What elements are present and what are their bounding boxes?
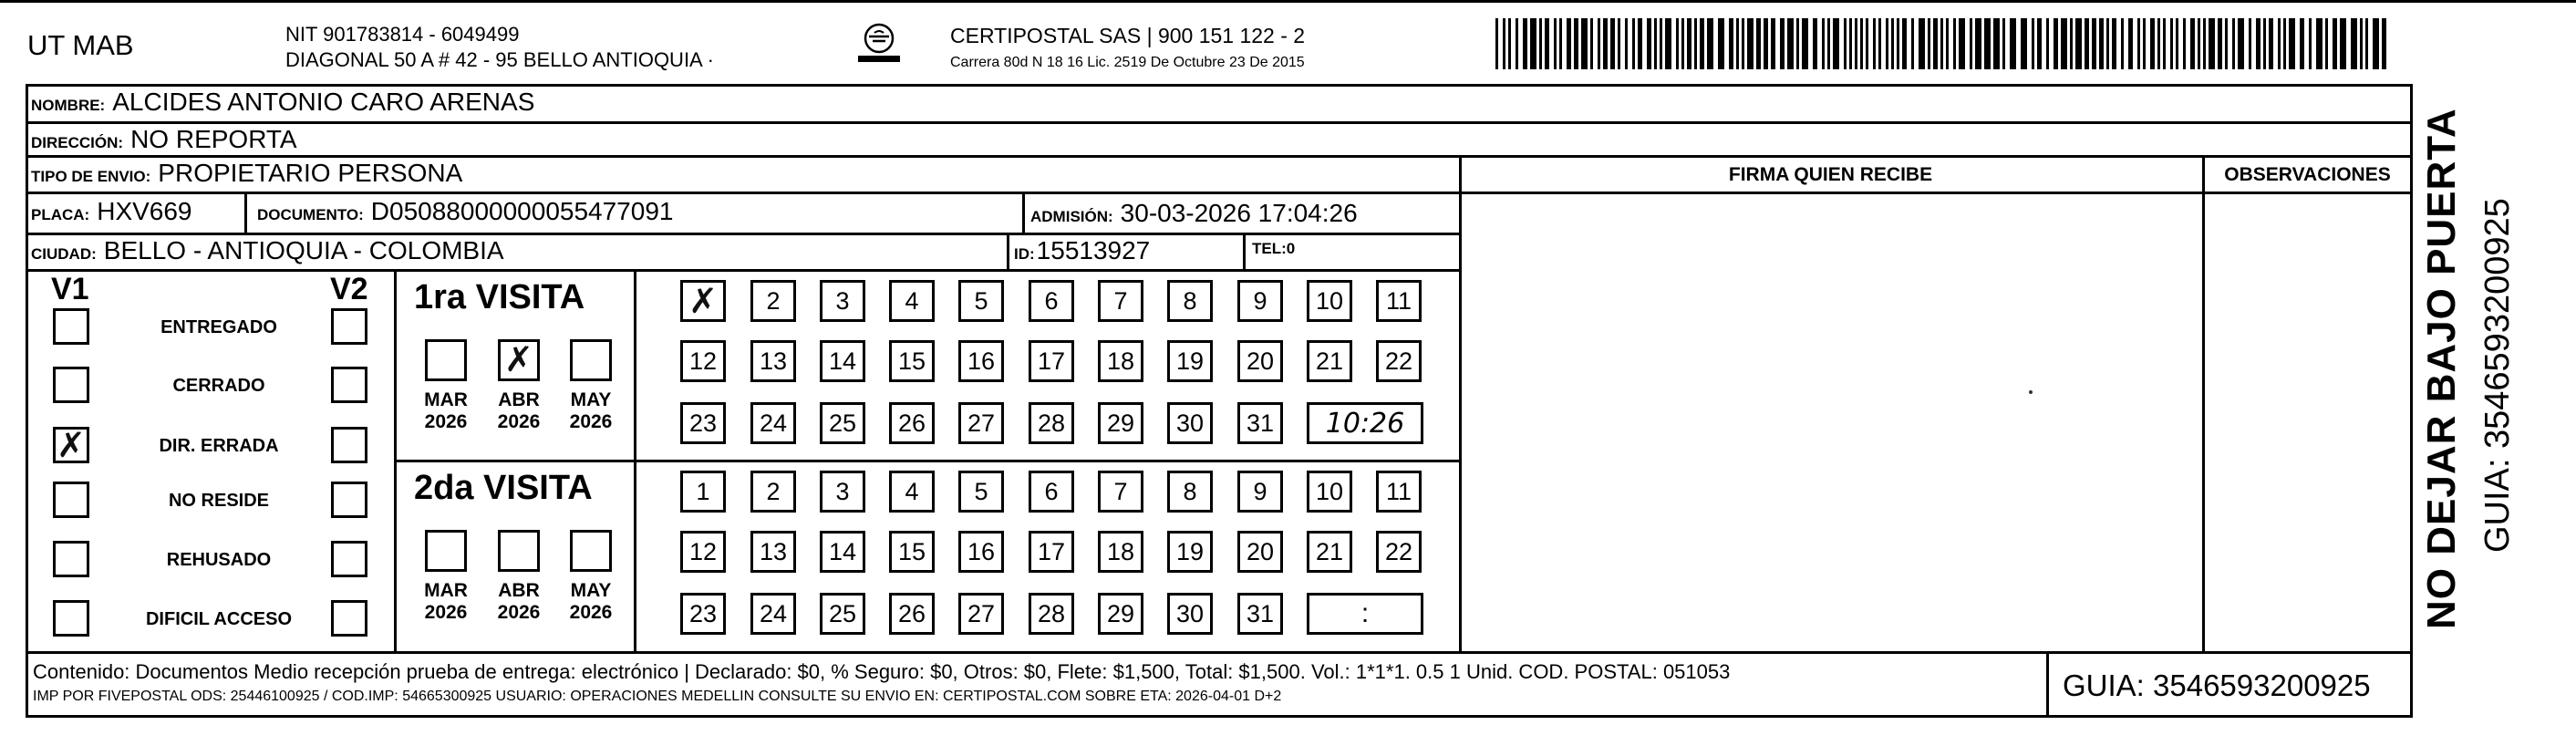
day-number: 7 bbox=[1113, 477, 1128, 505]
v1-label: V1 bbox=[51, 272, 89, 306]
day-box[interactable] bbox=[1167, 402, 1213, 444]
month-label bbox=[412, 389, 480, 433]
month-label bbox=[485, 389, 553, 433]
day-number: 21 bbox=[1315, 347, 1344, 375]
day-number: 19 bbox=[1175, 347, 1205, 375]
recipient-address: NO REPORTA bbox=[130, 125, 297, 153]
footer-divider bbox=[2046, 654, 2049, 718]
day-number: 24 bbox=[759, 599, 788, 627]
v2-checkbox[interactable] bbox=[331, 482, 367, 518]
day-box[interactable] bbox=[820, 471, 865, 513]
month-year: 2026 bbox=[569, 602, 613, 623]
day-number: 4 bbox=[905, 286, 919, 315]
day-number: 9 bbox=[1253, 286, 1267, 315]
day-box[interactable] bbox=[750, 531, 796, 573]
v1-checkbox[interactable] bbox=[53, 427, 89, 463]
day-number: 19 bbox=[1175, 537, 1205, 565]
signature-divider bbox=[1459, 155, 1462, 654]
day-box[interactable] bbox=[680, 531, 726, 573]
day-box[interactable] bbox=[889, 340, 935, 382]
day-box[interactable] bbox=[1098, 402, 1143, 444]
day-number: 13 bbox=[759, 537, 788, 565]
month-label bbox=[412, 580, 480, 624]
day-box[interactable] bbox=[750, 402, 796, 444]
v2-checkbox[interactable] bbox=[331, 367, 367, 403]
id-field bbox=[1014, 236, 1150, 265]
row-divider bbox=[26, 233, 1462, 235]
day-number: 15 bbox=[897, 537, 926, 565]
day-number: 16 bbox=[967, 347, 996, 375]
day-box[interactable] bbox=[1376, 471, 1422, 513]
month-checkbox[interactable] bbox=[570, 339, 612, 381]
recipient-name-field bbox=[31, 88, 534, 117]
barcode-icon bbox=[1495, 18, 2395, 69]
visit-divider bbox=[394, 460, 1462, 462]
day-number: 3 bbox=[835, 286, 850, 315]
day-number: 6 bbox=[1044, 477, 1059, 505]
day-box[interactable] bbox=[820, 402, 865, 444]
month-checkbox[interactable] bbox=[570, 530, 612, 572]
day-box[interactable] bbox=[820, 340, 865, 382]
day-number: 30 bbox=[1175, 409, 1205, 437]
document-field bbox=[257, 197, 673, 226]
footer-print-line: IMP POR FIVEPOSTAL ODS: 25446100925 / COD.IMP: 54665300925 USUARIO: OPERACIONES MEDELLIN CONSULTE SU ENVIO EN: CERTIPOSTAL.COM SOBRE ETA: 2026-04-01 D+2 bbox=[33, 689, 1282, 704]
month-label bbox=[557, 389, 625, 433]
visit-time: 10:26 bbox=[1325, 407, 1405, 440]
day-box[interactable] bbox=[820, 531, 865, 573]
day-number: 2 bbox=[766, 477, 781, 505]
status-label: ENTREGADO bbox=[160, 317, 277, 337]
day-box[interactable] bbox=[889, 471, 935, 513]
month-label bbox=[557, 580, 625, 624]
month-year: 2026 bbox=[424, 411, 468, 432]
day-box[interactable] bbox=[750, 471, 796, 513]
time-box[interactable] bbox=[1307, 402, 1423, 444]
stray-dot bbox=[2029, 390, 2033, 394]
company-name: CERTIPOSTAL SAS | 900 151 122 - 2 bbox=[950, 24, 1306, 47]
v2-checkbox[interactable] bbox=[331, 600, 367, 637]
day-box[interactable] bbox=[750, 280, 796, 322]
day-box[interactable] bbox=[750, 593, 796, 635]
day-number: 8 bbox=[1183, 477, 1197, 505]
admission-datetime: 30-03-2026 17:04:26 bbox=[1120, 199, 1358, 227]
address-label: DIRECCIÓN: bbox=[31, 134, 124, 151]
day-box[interactable] bbox=[889, 402, 935, 444]
signature-heading: FIRMA QUIEN RECIBE bbox=[1728, 164, 1933, 185]
side-guia-number: GUIA: 3546593200925 bbox=[2478, 198, 2517, 553]
document-number: D05088000000055477091 bbox=[370, 197, 674, 225]
month-checkbox[interactable] bbox=[425, 530, 467, 572]
day-box[interactable] bbox=[958, 471, 1004, 513]
company-license: Carrera 80d N 18 16 Lic. 2519 De Octubre 23 De 2015 bbox=[950, 55, 1305, 70]
day-number: 21 bbox=[1315, 537, 1344, 565]
company-info bbox=[950, 22, 1305, 77]
day-box[interactable] bbox=[1237, 402, 1283, 444]
day-box[interactable] bbox=[1307, 531, 1352, 573]
day-box[interactable] bbox=[958, 280, 1004, 322]
day-number: 27 bbox=[967, 409, 996, 437]
field-divider bbox=[1243, 233, 1246, 269]
city: BELLO - ANTIOQUIA - COLOMBIA bbox=[103, 236, 504, 264]
month-name: ABR bbox=[498, 389, 540, 410]
phone-label: TEL: bbox=[1252, 240, 1287, 257]
day-box[interactable] bbox=[680, 471, 726, 513]
day-box[interactable] bbox=[1167, 531, 1213, 573]
month-label bbox=[485, 580, 553, 624]
day-number: 9 bbox=[1253, 477, 1267, 505]
day-number: 28 bbox=[1037, 599, 1066, 627]
v1-checkbox[interactable] bbox=[53, 308, 89, 345]
status-label: DIR. ERRADA bbox=[159, 436, 279, 456]
v1-checkbox[interactable] bbox=[53, 541, 89, 577]
day-box[interactable] bbox=[1307, 280, 1352, 322]
day-box[interactable] bbox=[1098, 593, 1143, 635]
day-number: 31 bbox=[1246, 409, 1275, 437]
top-border-line bbox=[0, 0, 2576, 3]
day-box[interactable] bbox=[1029, 593, 1074, 635]
day-box[interactable] bbox=[1167, 280, 1213, 322]
visit-time: : bbox=[1360, 598, 1370, 628]
v1-checkbox[interactable] bbox=[53, 367, 89, 403]
day-box[interactable] bbox=[750, 340, 796, 382]
month-name: MAR bbox=[424, 389, 468, 410]
day-box[interactable] bbox=[820, 280, 865, 322]
day-box[interactable] bbox=[1098, 531, 1143, 573]
day-box[interactable] bbox=[1029, 280, 1074, 322]
month-year: 2026 bbox=[424, 602, 468, 623]
day-box[interactable] bbox=[1029, 402, 1074, 444]
day-number: 26 bbox=[897, 599, 926, 627]
send-type: PROPIETARIO PERSONA bbox=[158, 159, 463, 187]
check-mark-icon: ✗ bbox=[57, 425, 86, 465]
month-name: MAY bbox=[570, 389, 612, 410]
day-box[interactable] bbox=[1167, 471, 1213, 513]
day-number: 29 bbox=[1106, 409, 1135, 437]
day-box[interactable] bbox=[680, 340, 726, 382]
day-number: 14 bbox=[828, 537, 857, 565]
footer-content-line: Contenido: Documentos Medio recepción prueba de entrega: electrónico | Declarado: $0, % Seguro: $0, Otros: $0, Flete: $1,500, Total: $1,500. Vol.: 1*1*1. 0.5 1 Unid. COD. POSTAL: 051053 bbox=[33, 660, 1731, 683]
phone-field bbox=[1252, 240, 1295, 258]
check-mark-icon: ✗ bbox=[504, 339, 533, 379]
month-name: ABR bbox=[498, 580, 540, 601]
day-number: 3 bbox=[835, 477, 850, 505]
day-number: 23 bbox=[688, 409, 718, 437]
day-box[interactable] bbox=[1237, 471, 1283, 513]
day-number: 26 bbox=[897, 409, 926, 437]
visit-title: 1ra VISITA bbox=[414, 278, 585, 316]
day-box[interactable] bbox=[1029, 471, 1074, 513]
day-box[interactable] bbox=[1307, 340, 1352, 382]
v1-checkbox[interactable] bbox=[53, 600, 89, 637]
day-box[interactable] bbox=[1098, 340, 1143, 382]
day-number: 28 bbox=[1037, 409, 1066, 437]
row-divider bbox=[26, 269, 1462, 272]
day-number: 18 bbox=[1106, 537, 1135, 565]
day-number: 25 bbox=[828, 599, 857, 627]
day-box[interactable] bbox=[1029, 340, 1074, 382]
id-number: 15513927 bbox=[1036, 236, 1151, 264]
day-box[interactable] bbox=[1167, 593, 1213, 635]
plate-field bbox=[31, 197, 192, 226]
month-checkbox[interactable] bbox=[498, 530, 540, 572]
city-label: CIUDAD: bbox=[31, 245, 97, 263]
day-box[interactable] bbox=[1029, 531, 1074, 573]
day-number: 17 bbox=[1037, 537, 1066, 565]
name-label: NOMBRE: bbox=[31, 97, 106, 114]
observations-heading: OBSERVACIONES bbox=[2224, 164, 2391, 185]
day-number: 12 bbox=[688, 347, 718, 375]
plate-label: PLACA: bbox=[31, 206, 90, 223]
day-box[interactable] bbox=[1376, 280, 1422, 322]
observations-divider bbox=[2202, 155, 2205, 654]
v2-label: V2 bbox=[330, 272, 368, 306]
row-divider bbox=[26, 155, 2413, 158]
day-number: 11 bbox=[1385, 286, 1412, 315]
day-number: 17 bbox=[1037, 347, 1066, 375]
day-number: 22 bbox=[1384, 537, 1413, 565]
v2-checkbox[interactable] bbox=[331, 427, 367, 463]
office-code: UT MAB bbox=[27, 29, 134, 61]
day-number: 13 bbox=[759, 347, 788, 375]
day-number: 10 bbox=[1315, 477, 1344, 505]
month-name: MAY bbox=[570, 580, 612, 601]
recipient-name: ALCIDES ANTONIO CARO ARENAS bbox=[112, 88, 535, 116]
certipostal-seal-icon bbox=[853, 22, 905, 66]
day-number: 10 bbox=[1315, 286, 1344, 315]
day-number: 20 bbox=[1246, 347, 1275, 375]
field-divider bbox=[1007, 233, 1009, 269]
day-number: 5 bbox=[974, 286, 988, 315]
month-year: 2026 bbox=[569, 411, 613, 432]
day-box[interactable] bbox=[889, 531, 935, 573]
visit-title: 2da VISITA bbox=[414, 469, 593, 507]
day-number: 22 bbox=[1384, 347, 1413, 375]
day-number: 29 bbox=[1106, 599, 1135, 627]
day-box[interactable] bbox=[1237, 531, 1283, 573]
day-box[interactable] bbox=[1307, 471, 1352, 513]
send-type-field bbox=[31, 159, 462, 188]
day-box[interactable] bbox=[1167, 340, 1213, 382]
v1-checkbox[interactable] bbox=[53, 482, 89, 518]
sender-address: DIAGONAL 50 A # 42 - 95 BELLO ANTIOQUIA · bbox=[285, 48, 714, 71]
day-number: 18 bbox=[1106, 347, 1135, 375]
field-divider bbox=[244, 192, 247, 233]
day-box[interactable] bbox=[1237, 280, 1283, 322]
status-label: DIFICIL ACCESO bbox=[145, 609, 292, 629]
check-mark-icon: ✗ bbox=[688, 281, 718, 321]
day-number: 1 bbox=[696, 477, 710, 505]
side-divider bbox=[2410, 121, 2413, 654]
status-label: CERRADO bbox=[172, 376, 265, 396]
send-type-label: TIPO DE ENVIO: bbox=[31, 168, 151, 185]
day-number: 25 bbox=[828, 409, 857, 437]
day-number: 8 bbox=[1183, 286, 1197, 315]
day-number: 14 bbox=[828, 347, 857, 375]
id-label: ID: bbox=[1014, 245, 1035, 263]
day-box[interactable] bbox=[1237, 593, 1283, 635]
sender-nit: NIT 901783814 - 6049499 bbox=[285, 23, 520, 46]
day-box[interactable] bbox=[680, 402, 726, 444]
day-number: 15 bbox=[897, 347, 926, 375]
day-box[interactable] bbox=[680, 280, 726, 322]
admission-field bbox=[1030, 199, 1358, 228]
v2-checkbox[interactable] bbox=[331, 541, 367, 577]
day-box[interactable] bbox=[958, 531, 1004, 573]
day-number: 2 bbox=[766, 286, 781, 315]
day-number: 30 bbox=[1175, 599, 1205, 627]
day-number: 7 bbox=[1113, 286, 1128, 315]
day-box[interactable] bbox=[958, 593, 1004, 635]
day-number: 24 bbox=[759, 409, 788, 437]
no-under-door-notice: NO DEJAR BAJO PUERTA bbox=[2419, 108, 2464, 629]
document-label: DOCUMENTO: bbox=[257, 206, 364, 223]
field-divider bbox=[1022, 192, 1025, 233]
time-box[interactable] bbox=[1307, 593, 1423, 635]
day-box[interactable] bbox=[958, 340, 1004, 382]
status-label: REHUSADO bbox=[166, 550, 272, 570]
admission-label: ADMISIÓN: bbox=[1030, 208, 1113, 225]
row-divider bbox=[26, 121, 2413, 124]
day-box[interactable] bbox=[1376, 340, 1422, 382]
v2-checkbox[interactable] bbox=[331, 308, 367, 345]
month-year: 2026 bbox=[497, 411, 541, 432]
month-name: MAR bbox=[424, 580, 468, 601]
day-number: 12 bbox=[688, 537, 718, 565]
day-number: 11 bbox=[1385, 477, 1412, 505]
day-box[interactable] bbox=[889, 593, 935, 635]
month-checkbox[interactable] bbox=[498, 339, 540, 381]
day-number: 20 bbox=[1246, 537, 1275, 565]
sender-info bbox=[285, 22, 714, 73]
month-year: 2026 bbox=[497, 602, 541, 623]
day-number: 6 bbox=[1044, 286, 1059, 315]
day-number: 16 bbox=[967, 537, 996, 565]
day-box[interactable] bbox=[958, 402, 1004, 444]
day-box[interactable] bbox=[1098, 280, 1143, 322]
day-number: 5 bbox=[974, 477, 988, 505]
city-field bbox=[31, 236, 504, 265]
month-checkbox[interactable] bbox=[425, 339, 467, 381]
day-number: 31 bbox=[1246, 599, 1275, 627]
footer-guia-number: GUIA: 3546593200925 bbox=[2063, 668, 2371, 702]
day-box[interactable] bbox=[820, 593, 865, 635]
day-box[interactable] bbox=[1098, 471, 1143, 513]
row-divider bbox=[26, 192, 2413, 194]
day-box[interactable] bbox=[1376, 531, 1422, 573]
day-box[interactable] bbox=[680, 593, 726, 635]
status-label: NO RESIDE bbox=[168, 491, 270, 511]
day-number: 27 bbox=[967, 599, 996, 627]
day-box[interactable] bbox=[889, 280, 935, 322]
day-box[interactable] bbox=[1237, 340, 1283, 382]
day-number: 23 bbox=[688, 599, 718, 627]
plate: HXV669 bbox=[97, 197, 192, 225]
day-number: 4 bbox=[905, 477, 919, 505]
phone-number: 0 bbox=[1286, 240, 1296, 257]
recipient-address-field bbox=[31, 125, 297, 154]
